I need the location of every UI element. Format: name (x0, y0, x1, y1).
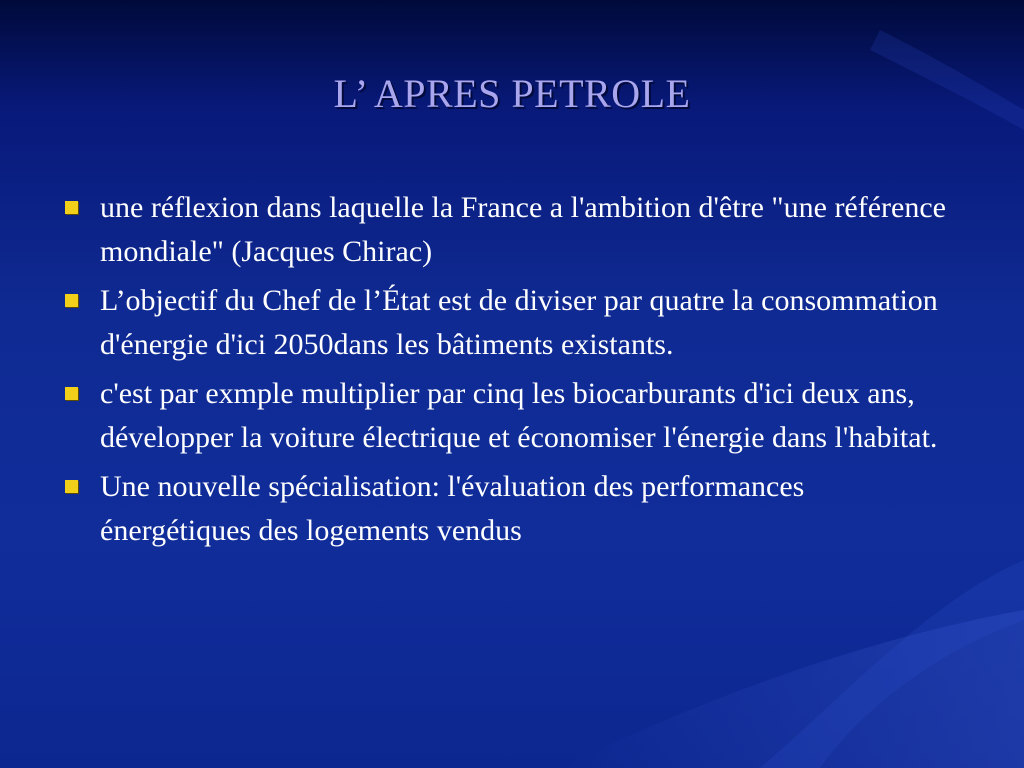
square-bullet-icon (65, 387, 78, 400)
slide-title: L’ APRES PETROLE (333, 71, 691, 116)
bullet-item (62, 372, 962, 460)
square-bullet-icon (65, 201, 78, 214)
bullet-item (62, 279, 962, 367)
bullet-text: L’objectif du Chef de l’État est de diviser par quatre la consommation d'énergie d'ici 2050dans les bâtiments existants. (100, 284, 938, 361)
square-bullet-icon (65, 480, 78, 493)
bullet-text: une réflexion dans laquelle la France a l'ambition d'être "une référence mondiale" (Jacques Chirac) (100, 191, 946, 268)
bullet-item (62, 465, 962, 553)
square-bullet-icon (65, 294, 78, 307)
bullet-text: c'est par exmple multiplier par cinq les biocarburants d'ici deux ans, développer la voiture électrique et économiser l'énergie dans l'habitat. (100, 377, 938, 454)
bullet-list (62, 186, 962, 558)
bullet-item (62, 186, 962, 274)
bullet-text: Une nouvelle spécialisation: l'évaluation des performances énergétiques des logements vendus (100, 470, 805, 547)
